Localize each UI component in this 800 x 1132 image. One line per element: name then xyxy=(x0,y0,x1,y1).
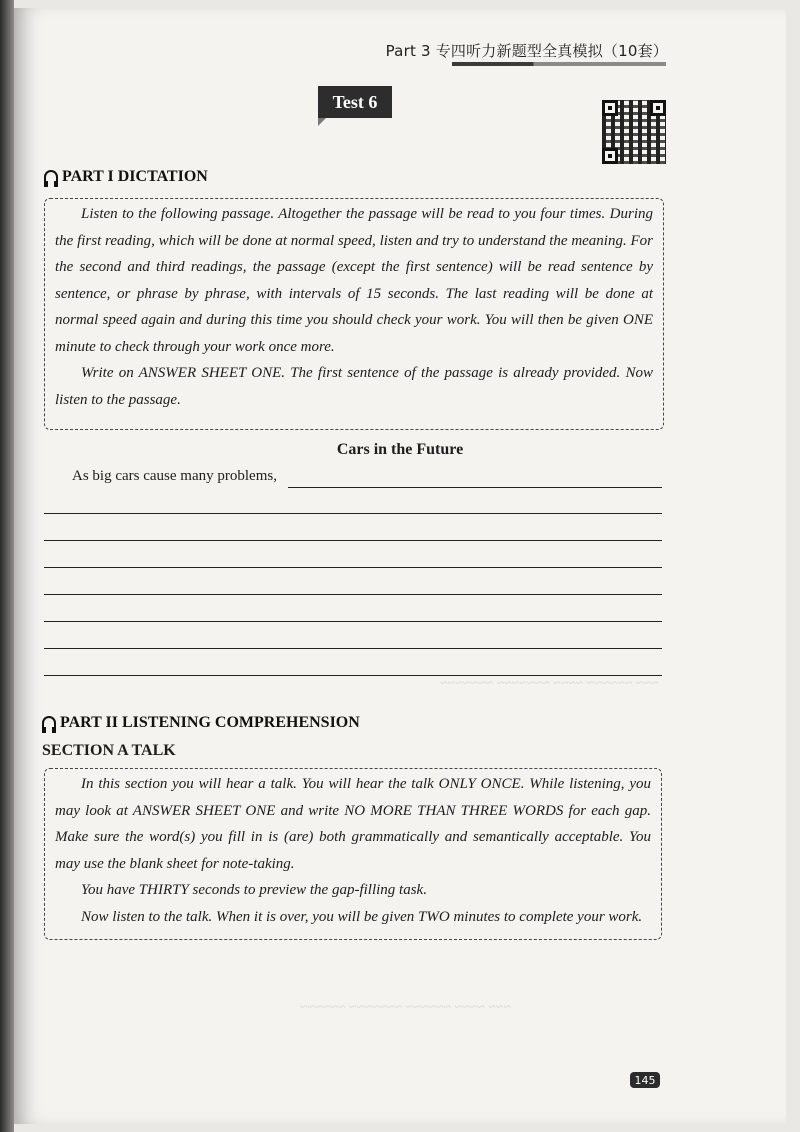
qr-finder-icon xyxy=(602,148,618,164)
part2-heading-text: PART II LISTENING COMPREHENSION xyxy=(60,714,360,731)
answer-line xyxy=(44,594,662,595)
part1-heading xyxy=(44,168,208,186)
instruction-paragraph: In this section you will hear a talk. You will hear the talk ONLY ONCE. While listening, you may look at ANSWER SHEET ONE and write NO MORE THAN THREE WORDS for each gap. Make sure the word(s) you fill in is (are) both grammatically and semantically acceptable. You may use the blank sheet for note-taking. xyxy=(55,776,651,872)
bleed-through-text: ~~~ ~~~~ ~~~~~~ ~~~~~~~ ~~~~~~ xyxy=(300,1000,511,1015)
starter-sentence: As big cars cause many problems, xyxy=(72,468,277,484)
bleed-through-text: ~~~ ~~~~~~ ~~~~ ~~~~~~~ ~~~~~~~ xyxy=(440,676,659,691)
part1-heading-text: PART I DICTATION xyxy=(62,168,208,185)
test-label: Test 6 xyxy=(318,86,392,118)
instruction-paragraph: Listen to the following passage. Altogether the passage will be read to you four times. During the first reading, which will be done at normal speed, listen and try to understand the meaning. For the second and third readings, the passage (except the first sentence) will be read sentence by sentence, or phrase by phrase, with intervals of 15 seconds. The last reading will be done at normal speed again and during this time you should check your work. You will then be given ONE minute to check through your work once more. xyxy=(55,206,653,355)
section-a-label: SECTION A TALK xyxy=(42,742,176,759)
answer-line xyxy=(44,540,662,541)
running-header: Part 3 专四听力新题型全真模拟（10套） xyxy=(385,42,668,60)
instruction-paragraph: You have THIRTY seconds to preview the gap-filling task. xyxy=(81,882,427,898)
answer-line xyxy=(44,675,662,676)
headphone-icon xyxy=(42,716,56,730)
page-number: 145 xyxy=(630,1072,660,1088)
header-rule xyxy=(452,62,666,66)
instruction-paragraph: Now listen to the talk. When it is over, you will be given TWO minutes to complete your work. xyxy=(81,908,643,925)
headphone-icon xyxy=(44,170,58,184)
answer-line xyxy=(44,648,662,649)
answer-line xyxy=(288,487,662,488)
qr-finder-icon xyxy=(650,100,666,116)
passage-title: Cars in the Future xyxy=(336,441,464,458)
book-spine-shadow xyxy=(0,0,14,1132)
answer-line xyxy=(44,513,662,514)
talk-instructions-box xyxy=(44,768,662,940)
qr-finder-icon xyxy=(602,100,618,116)
dictation-instructions-box xyxy=(44,198,664,430)
answer-line xyxy=(44,567,662,568)
instruction-paragraph: Write on ANSWER SHEET ONE. The first sentence of the passage is already provided. Now listen to the passage. xyxy=(55,365,653,408)
qr-code-icon xyxy=(602,100,666,164)
part2-heading xyxy=(42,714,360,732)
answer-line xyxy=(44,621,662,622)
